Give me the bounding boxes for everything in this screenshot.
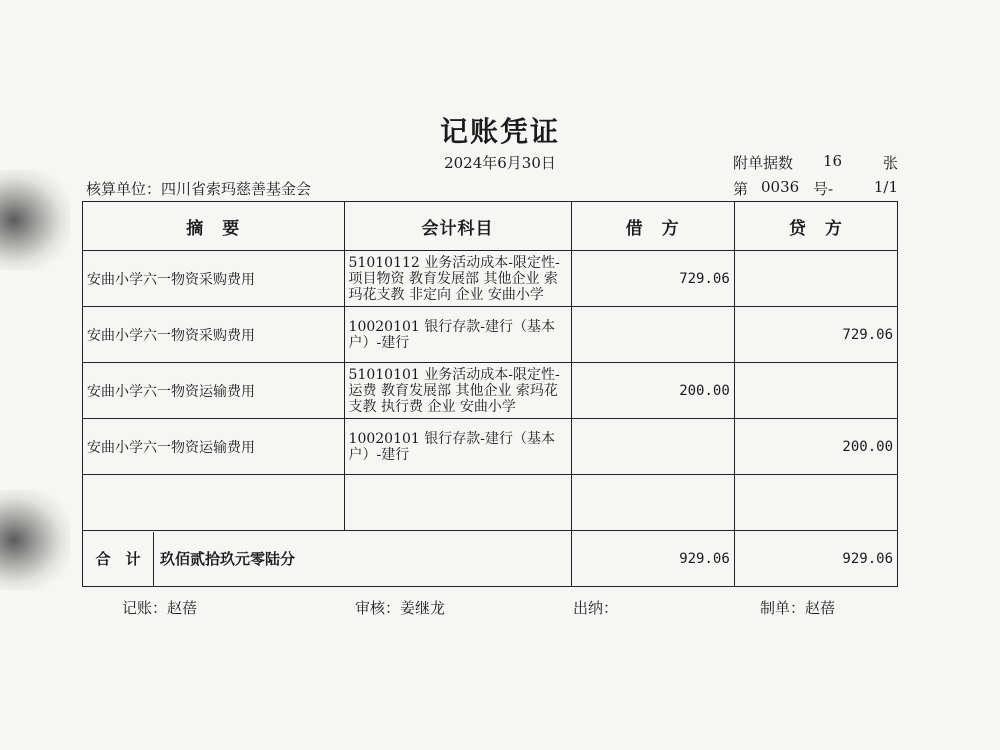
reviewer-signature <box>355 597 445 618</box>
table-row <box>83 363 898 419</box>
preparer-label: 制单： <box>760 599 806 617</box>
attachments-count: 16 <box>823 152 843 170</box>
voucher-title: 记账凭证 <box>439 115 560 148</box>
row-account: 10020101 银行存款-建行（基本户）-建行 <box>344 419 571 475</box>
row-summary: 安曲小学六一物资运输费用 <box>83 419 345 475</box>
row-credit: 729.06 <box>734 307 897 363</box>
table-row-empty <box>83 475 898 531</box>
header-account: 会计科目 <box>344 202 571 251</box>
voucher-page: 1/1 <box>873 178 898 196</box>
row-summary <box>83 475 345 531</box>
row-credit: 200.00 <box>734 419 897 475</box>
voucher-number: 0036 <box>761 178 800 196</box>
bookkeeper-name: 赵蓓 <box>167 599 198 617</box>
voucher-table <box>82 201 898 587</box>
voucher-prefix: 第 <box>733 180 749 198</box>
voucher-number-line <box>733 178 898 199</box>
scan-shadow-top <box>0 170 70 270</box>
attachments-unit: 张 <box>882 154 898 172</box>
unit-label: 核算单位： <box>86 180 162 198</box>
header-debit: 借 方 <box>571 202 734 251</box>
scan-shadow-bottom <box>0 490 70 590</box>
total-cell <box>83 531 572 587</box>
total-credit: 929.06 <box>734 531 897 587</box>
row-summary: 安曲小学六一物资采购费用 <box>83 307 345 363</box>
attachments-label: 附单据数 <box>733 154 794 172</box>
table-header-row <box>83 202 898 251</box>
header-summary: 摘 要 <box>83 202 345 251</box>
total-row <box>83 531 898 587</box>
row-debit <box>571 475 734 531</box>
table-row <box>83 251 898 307</box>
table-row <box>83 419 898 475</box>
row-summary: 安曲小学六一物资采购费用 <box>83 251 345 307</box>
voucher-suffix: 号- <box>813 180 834 198</box>
row-account: 10020101 银行存款-建行（基本户）-建行 <box>344 307 571 363</box>
row-account: 51010101 业务活动成本-限定性-运费 教育发展部 其他企业 索玛花支教 执行费 企业 安曲小学 <box>344 363 571 419</box>
preparer-name: 赵蓓 <box>805 599 836 617</box>
row-summary: 安曲小学六一物资运输费用 <box>83 363 345 419</box>
reviewer-name: 姜继龙 <box>400 599 446 617</box>
bookkeeper-signature <box>122 597 197 618</box>
reviewer-label: 审核： <box>355 599 401 617</box>
header-credit: 贷 方 <box>734 202 897 251</box>
row-credit <box>734 475 897 531</box>
row-credit <box>734 363 897 419</box>
row-debit: 729.06 <box>571 251 734 307</box>
bookkeeper-label: 记账： <box>122 599 168 617</box>
row-credit <box>734 251 897 307</box>
cashier-label: 出纳： <box>573 599 619 617</box>
row-account: 51010112 业务活动成本-限定性-项目物资 教育发展部 其他企业 索玛花支教 非定向 企业 安曲小学 <box>344 251 571 307</box>
unit-name: 四川省索玛慈善基金会 <box>161 180 312 198</box>
preparer-signature <box>760 597 835 618</box>
cashier-signature <box>573 597 618 618</box>
total-label: 合 计 <box>83 532 154 586</box>
row-debit <box>571 307 734 363</box>
row-debit <box>571 419 734 475</box>
accounting-unit <box>86 178 311 199</box>
attachments-info <box>733 152 898 173</box>
total-debit: 929.06 <box>571 531 734 587</box>
table-row <box>83 307 898 363</box>
voucher-date: 2024年6月30日 <box>444 154 556 172</box>
row-account <box>344 475 571 531</box>
total-amount-words: 玖佰贰拾玖元零陆分 <box>160 549 296 568</box>
row-debit: 200.00 <box>571 363 734 419</box>
